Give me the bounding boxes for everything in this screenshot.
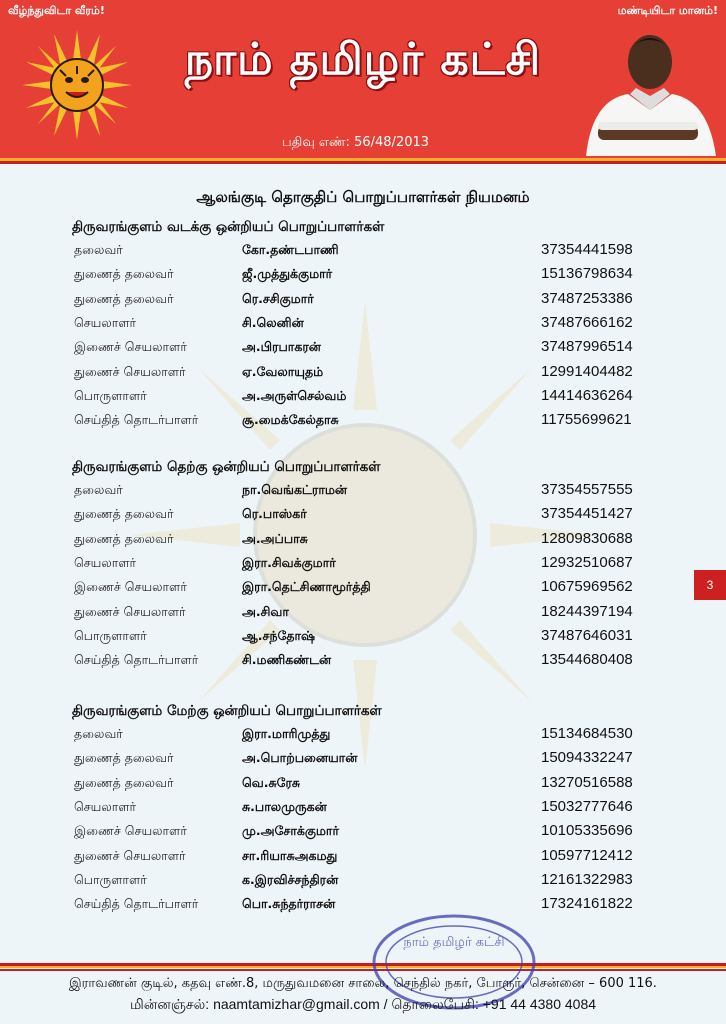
member-row [0, 750, 726, 774]
member-row [0, 506, 726, 530]
member-row [0, 388, 726, 412]
member-row [0, 242, 726, 266]
member-name: பொ.சுந்தர்ராசன் [242, 896, 336, 912]
member-phone: 18244397194 [541, 602, 633, 620]
member-name: மு.அசோக்குமார் [242, 823, 339, 839]
member-row [0, 726, 726, 750]
member-role: துணைத் தலைவர் [74, 774, 174, 790]
member-name: இரா.மாரிமுத்து [242, 726, 331, 741]
section-title: திருவரங்குளம் மேற்கு ஒன்றியப் பொறுப்பாளர்கள் [72, 703, 382, 719]
member-phone: 15134684530 [541, 725, 633, 742]
member-role: பொருளாளர் [74, 387, 147, 403]
slogan-left: வீழ்ந்துவிடா வீரம்! [8, 4, 105, 17]
member-name: நா.வெங்கட்ராமன் [242, 482, 348, 497]
member-row [0, 604, 726, 628]
footer-stripe-gold [0, 966, 726, 968]
member-phone: 12161322983 [541, 870, 633, 888]
member-row [0, 339, 726, 363]
member-name: சி.மணிகண்டன் [242, 652, 332, 668]
member-name: க.இரவிச்சந்திரன் [242, 871, 339, 887]
member-name: சூ.மைக்கேல்தாசு [242, 412, 339, 428]
member-role: தலைவர் [74, 482, 123, 497]
member-row [0, 412, 726, 436]
member-name: ஜீ.முத்துக்குமார் [242, 266, 333, 282]
footer-contact: மின்னஞ்சல்: naamtamizhar@gmail.com / தொலைபேசி: +91 44 4380 4084 [129, 996, 597, 1012]
section-title: திருவரங்குளம் தெற்கு ஒன்றியப் பொறுப்பாளர்கள் [72, 459, 381, 475]
member-phone: 15136798634 [541, 265, 633, 283]
member-role: செயலாளர் [74, 554, 137, 570]
member-role: துணைத் தலைவர் [74, 530, 174, 546]
member-row [0, 872, 726, 896]
member-role: துணைத் தலைவர் [74, 750, 174, 766]
member-row [0, 364, 726, 388]
member-row [0, 555, 726, 579]
member-role: தலைவர் [74, 726, 123, 741]
member-row [0, 896, 726, 920]
member-row [0, 291, 726, 315]
member-name: அ.அப்பாசு [242, 530, 308, 546]
member-role: துணைச் செயலாளர் [74, 363, 186, 379]
member-row [0, 628, 726, 652]
member-phone: 12809830688 [541, 529, 633, 547]
footer-address: இராவணன் குடில், கதவு எண்.8, மருதுவமனை சாலை, செந்தில் நகர், போரூர், சென்னை – 600 116. [69, 976, 657, 991]
member-row [0, 266, 726, 290]
member-phone: 12991404482 [541, 362, 633, 380]
member-row [0, 823, 726, 847]
member-name: இரா.தெட்சிணாமூர்த்தி [242, 579, 371, 595]
member-phone: 37354451427 [541, 505, 633, 523]
member-phone: 37487253386 [541, 289, 633, 307]
member-role: செய்தித் தொடர்பாளர் [74, 412, 199, 428]
member-role: செயலாளர் [74, 798, 137, 814]
member-name: சி.லெனின் [242, 314, 304, 330]
member-name: சு.பாலமுருகன் [242, 798, 327, 814]
member-role: துணைத் தலைவர் [74, 290, 174, 306]
member-name: அ.பொற்பனையான் [242, 750, 358, 766]
member-phone: 13544680408 [541, 651, 633, 669]
member-phone: 37487646031 [541, 626, 633, 644]
member-role: பொருளாளர் [74, 871, 147, 887]
member-role: துணைச் செயலாளர் [74, 847, 186, 863]
member-name: சா.ரியாசுஅகமது [242, 847, 338, 863]
header-stripe-red [0, 161, 726, 164]
member-row [0, 652, 726, 676]
member-name: அ.அருள்செல்வம் [242, 387, 347, 403]
member-role: பொருளாளர் [74, 627, 147, 643]
member-phone: 14414636264 [541, 386, 633, 404]
member-name: ரெ.சசிகுமார் [242, 290, 314, 306]
member-role: இணைச் செயலாளர் [74, 339, 187, 355]
member-role: செய்தித் தொடர்பாளர் [74, 896, 199, 912]
member-phone: 12932510687 [541, 553, 633, 571]
member-phone: 11755699621 [541, 411, 632, 429]
member-row [0, 482, 726, 506]
member-row [0, 315, 726, 339]
member-role: செய்தித் தொடர்பாளர் [74, 652, 199, 668]
member-phone: 37354557555 [541, 481, 633, 498]
member-role: இணைச் செயலாளர் [74, 823, 187, 839]
member-role: செயலாளர் [74, 314, 137, 330]
member-role: தலைவர் [74, 242, 123, 257]
member-name: ஆ.சந்தோஷ் [242, 627, 316, 643]
party-name: நாம் தமிழர் கட்சி [184, 34, 542, 85]
leader-portrait-icon [578, 14, 718, 156]
header-banner [0, 0, 726, 158]
page-number-badge: 3 [694, 570, 726, 600]
member-role: துணைத் தலைவர் [74, 506, 174, 522]
member-row [0, 775, 726, 799]
member-phone: 10675969562 [541, 578, 633, 596]
member-name: ரெ.பாஸ்கர் [242, 506, 307, 522]
member-name: இரா.சிவக்குமார் [242, 554, 336, 570]
slogan-right: மண்டியிடா மானம்! [617, 4, 718, 17]
member-phone: 17324161822 [541, 895, 633, 913]
member-phone: 13270516588 [541, 773, 633, 791]
member-phone: 37354441598 [541, 241, 633, 258]
member-role: துணைச் செயலாளர் [74, 603, 186, 619]
member-row [0, 531, 726, 555]
member-phone: 15032777646 [541, 797, 633, 815]
member-name: அ.சிவா [242, 603, 289, 619]
tiger-sun-logo-icon [22, 30, 132, 140]
footer-stripe-red-2 [0, 969, 726, 971]
member-phone: 10105335696 [541, 822, 633, 840]
stamp-text: நாம் தமிழர் கட்சி [403, 935, 505, 950]
member-row [0, 848, 726, 872]
member-name: வெ.சுரேசு [242, 774, 301, 790]
section-title: திருவரங்குளம் வடக்கு ஒன்றியப் பொறுப்பாளர்கள் [72, 219, 385, 235]
member-phone: 37487666162 [541, 313, 633, 331]
document-title: ஆலங்குடி தொகுதிப் பொறுப்பாளர்கள் நியமனம் [196, 188, 530, 206]
member-name: கோ.தண்டபாணி [242, 242, 339, 257]
member-row [0, 799, 726, 823]
member-role: இணைச் செயலாளர் [74, 579, 187, 595]
member-name: ஏ.வேலாயுதம் [242, 363, 324, 379]
member-row [0, 579, 726, 603]
member-phone: 15094332247 [541, 749, 633, 767]
registration-number: பதிவு எண்: 56/48/2013 [282, 135, 430, 150]
member-role: துணைத் தலைவர் [74, 266, 174, 282]
member-name: அ.பிரபாகரன் [242, 339, 321, 355]
member-phone: 10597712412 [541, 846, 633, 864]
member-phone: 37487996514 [541, 338, 633, 356]
